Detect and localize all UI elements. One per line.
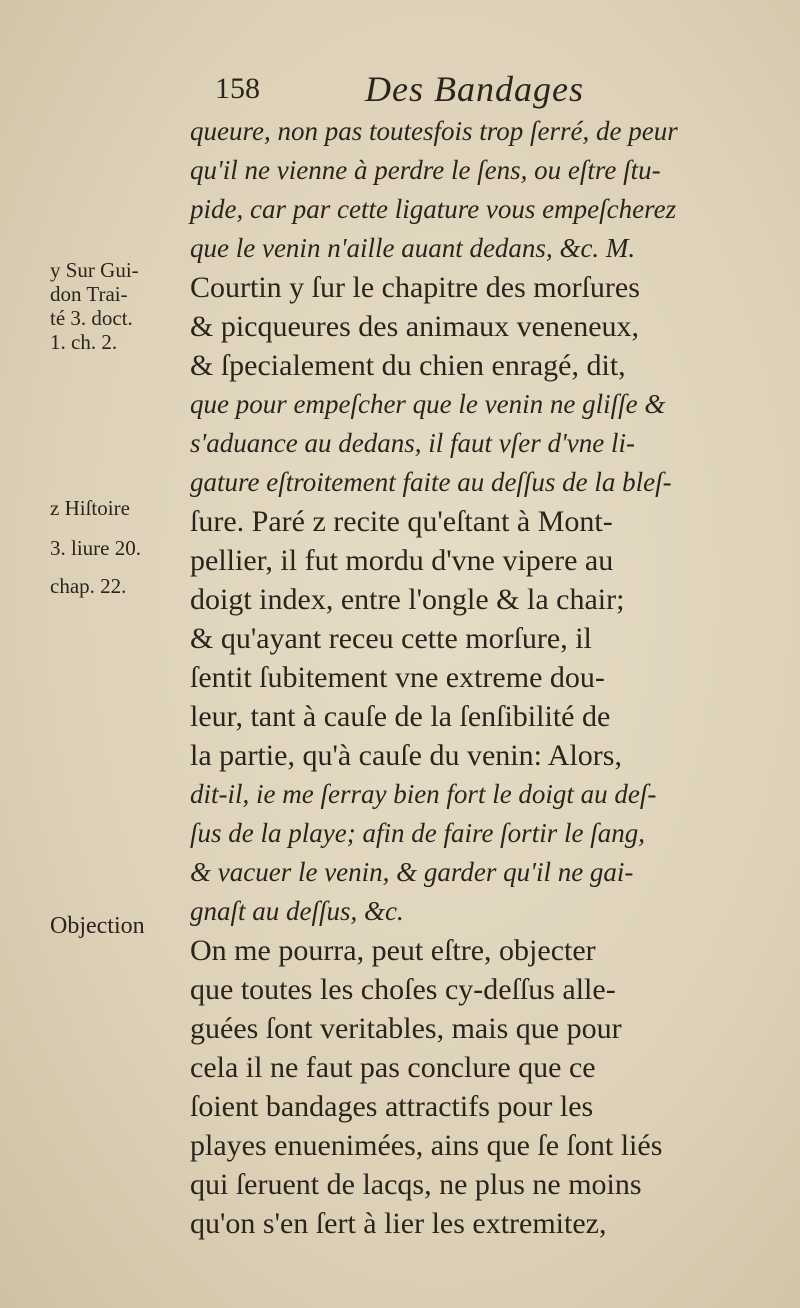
text-line: & picqueures des animaux veneneux,: [190, 310, 640, 343]
text-line: Courtin y ſur le chapitre des morſures: [190, 271, 640, 304]
text-line: la partie, qu'à cauſe du venin: Alors,: [190, 739, 622, 772]
running-title: Des Bandages: [365, 69, 584, 109]
margin-note-objection: Objection: [50, 913, 145, 939]
text-line: playes enuenimées, ains que ſe ſont liés: [190, 1129, 663, 1162]
text-line: & ſpecialement du chien enragé, dit,: [190, 349, 626, 382]
text-line: qu'il ne vienne à perdre le ſens, ou eſtre ſtu-: [190, 155, 661, 185]
text-line: leur, tant à cauſe de la ſenſibilité de: [190, 700, 611, 733]
text-line: que toutes les choſes cy-deſſus alle-: [190, 973, 616, 1006]
text-line: que le venin n'aille auant dedans, &c. M.: [190, 233, 636, 263]
text-line: queure, non pas toutesfois trop ſerré, de peur: [190, 116, 678, 146]
margin-note-y-line: don Trai-: [50, 282, 128, 306]
text-line: pellier, il fut mordu d'vne vipere au: [190, 544, 614, 577]
text-line: ſentit ſubitement vne extreme dou-: [190, 661, 605, 694]
text-line: cela il ne faut pas conclure que ce: [190, 1051, 596, 1084]
body-text: [190, 112, 750, 1243]
margin-note-z-line: chap. 22.: [50, 574, 127, 598]
text-line: ſus de la playe; afin de faire ſortir le ſang,: [190, 818, 645, 848]
text-line: gature eſtroitement faite au deſſus de la bleſ-: [190, 467, 672, 497]
text-line: s'aduance au dedans, il faut vſer d'vne li-: [190, 428, 635, 458]
text-line: qu'on s'en ſert à lier les extremitez,: [190, 1207, 607, 1240]
page-number: 158: [215, 72, 260, 105]
margin-note-y-line: y Sur Gui-: [50, 258, 139, 282]
page-header: [215, 68, 735, 112]
text-line: & qu'ayant receu cette morſure, il: [190, 622, 592, 655]
margin-note-z-line: 3. liure 20.: [50, 536, 141, 560]
text-line: & vacuer le venin, & garder qu'il ne gai-: [190, 857, 634, 887]
text-line: ſure. Paré z recite qu'eſtant à Mont-: [190, 505, 613, 538]
text-line: pide, car par cette ligature vous empeſcherez: [190, 194, 677, 224]
text-line: qui ſeruent de lacqs, ne plus ne moins: [190, 1168, 642, 1201]
margin-note-z-line: z Hiſtoire: [50, 496, 130, 520]
text-line: dit-il, ie me ſerray bien fort le doigt au deſ-: [190, 779, 657, 809]
text-line: que pour empeſcher que le venin ne gliſſe &: [190, 389, 666, 419]
margin-note-y-line: té 3. doct.: [50, 306, 133, 330]
text-line: ſoient bandages attractifs pour les: [190, 1090, 594, 1123]
text-line: doigt index, entre l'ongle & la chair;: [190, 583, 625, 616]
text-line: guées ſont veritables, mais que pour: [190, 1012, 622, 1045]
margin-note-y-line: 1. ch. 2.: [50, 330, 118, 354]
text-line: On me pourra, peut eſtre, objecter: [190, 934, 596, 967]
text-line: gnaſt au deſſus, &c.: [190, 896, 404, 926]
